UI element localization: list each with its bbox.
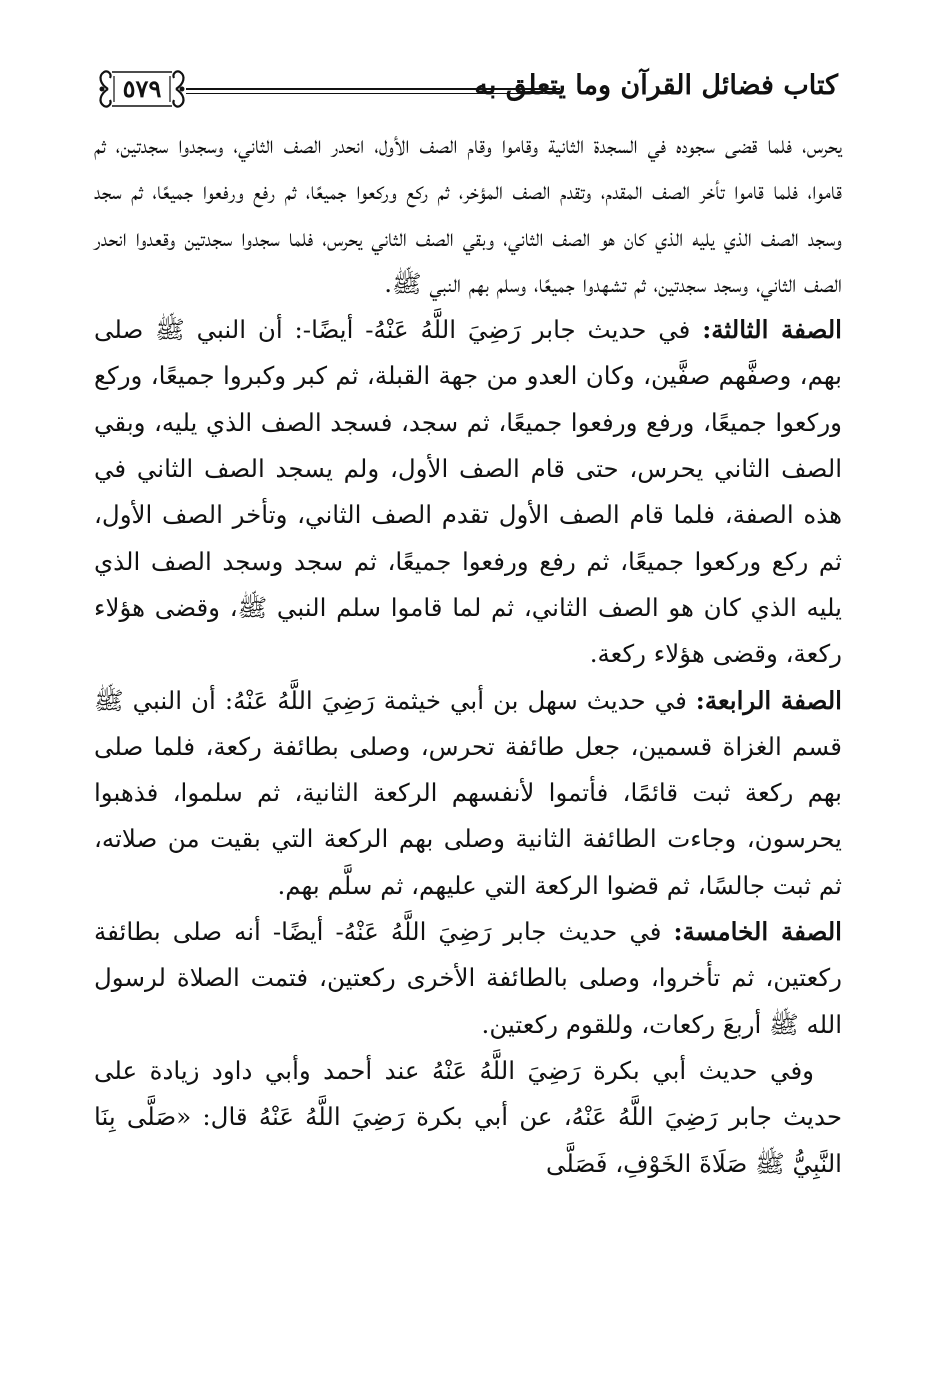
body-text [94, 122, 842, 1187]
page-number-ornament [94, 66, 190, 112]
page-number: ٥٧٩ [122, 74, 162, 103]
page-header [94, 62, 838, 120]
section-term: الصفة الخامسة: [673, 917, 842, 947]
paragraph-text: وفي حديث أبي بكرة رَضِيَ اللَّهُ عَنْهُ عند أحمد وأبي داود زيادة على حديث جابر رَضِيَ اللَّهُ عَنْهُ، عن أبي بكرة رَضِيَ اللَّهُ عَنْهُ قال: «صَلَّى بِنَا النَّبِيُّ ﷺ صَلَاةَ الخَوْفِ، فَصَلَّى [94, 1055, 842, 1178]
paragraph-text: يحرس، فلما قضى سجوده في السجدة الثانية وقاموا وقام الصف الأول، انحدر الصف الثاني، وسجدوا سجدتين، ثم قاموا، فلما قاموا تأخر الصف المقدم، وتقدم الصف المؤخر، ثم ركع وركعوا جميعًا، ثم رفع ورفعوا جميعًا، ثم سجد وسجد الصف الذي يليه الذي كان هو الصف الثاني، وبقي الصف الثاني يحرس، فلما سجدوا سجدتين وقعدوا انحدر الصف الثاني، وسجد سجدتين، ثم تشهدوا جميعًا، وسلم بهم النبي ﷺ. [94, 130, 842, 298]
section-term: الصفة الرابعة: [695, 685, 842, 715]
paragraph-continuation [94, 122, 842, 307]
paragraph-fifth-form [94, 909, 842, 1048]
paragraph-fourth-form [94, 678, 842, 909]
paragraph-text: في حديث جابر رَضِيَ اللَّهُ عَنْهُ- أيضًا- أنه صلى بطائفة ركعتين، ثم تأخروا، وصلى بالطائفة الأخرى ركعتين، فتمت الصلاة لرسول الله ﷺ أربعَ ركعات، وللقوم ركعتين. [94, 917, 842, 1039]
section-term: الصفة الثالثة: [702, 315, 842, 345]
paragraph-third-form [94, 307, 842, 677]
paragraph-text: في حديث جابر رَضِيَ اللَّهُ عَنْهُ- أيضًا-: أن النبي ﷺ صلى بهم، وصفَّهم صفَّين، وكان العدو من جهة القبلة، ثم كبر وكبروا جميعًا، وركع وركعوا جميعًا، ورفع ورفعوا جميعًا، ثم سجد، فسجد الصف الذي يليه، وبقي الصف الثاني يحرس، حتى قام الصف الأول، ولم يسجد الصف الثاني في هذه الصفة، فلما قام الصف الأول تقدم الصف الثاني، وتأخر الصف الأول، ثم ركع وركعوا جميعًا، ثم رفع ورفعوا جميعًا، ثم سجد وسجد الصف الذي يليه الذي كان هو الصف الثاني، ثم لما قاموا سلم النبي ﷺ، وقضى هؤلاء ركعة، وقضى هؤلاء ركعة. [94, 315, 842, 669]
paragraph-abu-bakra [94, 1048, 842, 1187]
running-title: كتاب فضائل القرآن وما يتعلق به [474, 70, 838, 101]
paragraph-text: في حديث سهل بن أبي خيثمة رَضِيَ اللَّهُ عَنْهُ: أن النبي ﷺ قسم الغزاة قسمين، جعل طائفة تحرس، وصلى بطائفة ركعة، فلما صلى بهم ركعة ثبت قائمًا، فأتموا لأنفسهم الركعة الثانية، ثم سلموا، فذهبوا يحرسون، وجاءت الطائفة الثانية وصلى بهم الركعة التي بقيت من صلاته، ثم ثبت جالسًا، ثم قضوا الركعة التي عليهم، ثم سلَّم بهم. [94, 685, 842, 900]
header-rule [186, 88, 560, 96]
